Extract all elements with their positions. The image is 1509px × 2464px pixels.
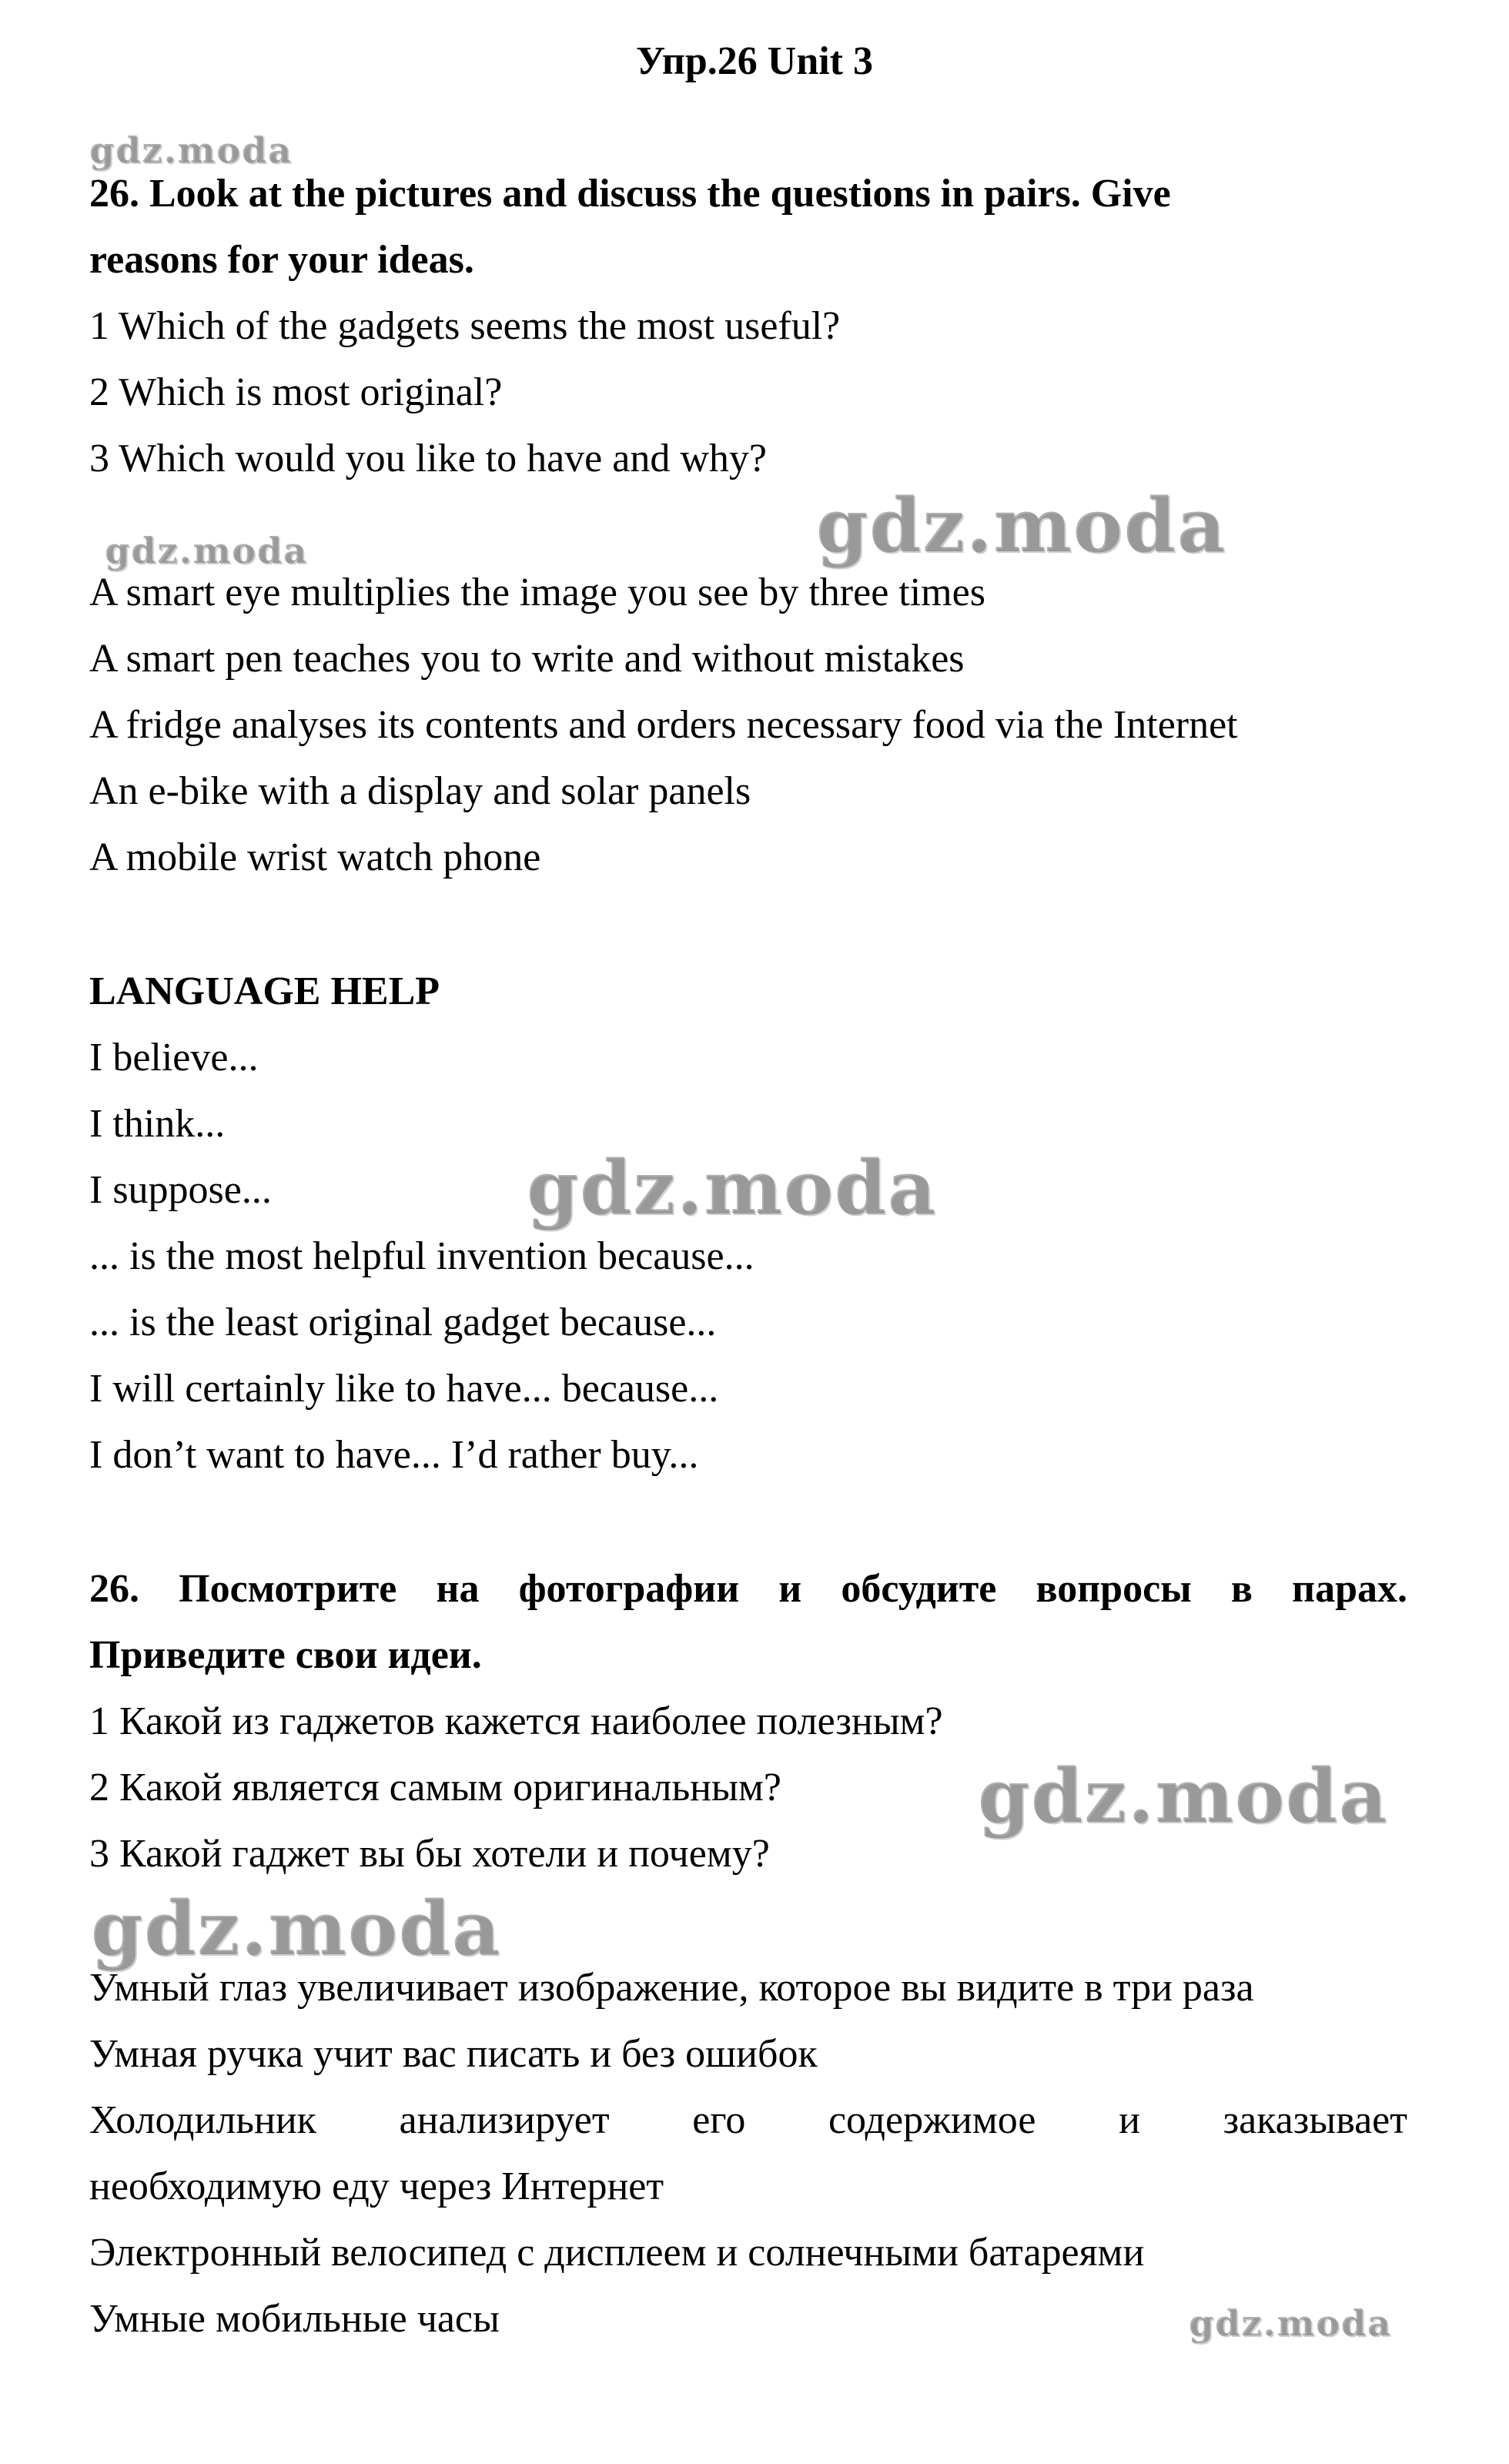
gadget-en-2: A smart pen teaches you to write and without mistakes: [89, 637, 965, 681]
language-help-heading: LANGUAGE HELP: [89, 969, 440, 1013]
watermark: gdz.moda: [527, 1144, 938, 1231]
gadget-en-4: An e-bike with a display and solar panels: [89, 769, 751, 813]
question-en-3: 3 Which would you like to have and why?: [89, 437, 767, 480]
gadget-en-5: A mobile wrist watch phone: [89, 835, 541, 879]
language-help-phrase-1: I believe...: [89, 1036, 259, 1080]
language-help-phrase-5: ... is the least original gadget because...: [89, 1301, 717, 1344]
gadget-ru-5: Умные мобильные часы: [89, 2297, 500, 2341]
question-ru-1: 1 Какой из гаджетов кажется наиболее полезным?: [89, 1699, 943, 1743]
language-help-phrase-2: I think...: [89, 1102, 226, 1146]
question-en-1: 1 Which of the gadgets seems the most useful?: [89, 304, 841, 348]
exercise-heading-ru-line2: Приведите свои идеи.: [89, 1633, 482, 1677]
gadget-ru-4: Электронный велосипед с дисплеем и солнечными батареями: [89, 2231, 1145, 2275]
gadget-ru-3: Холодильник анализирует его содержимое и заказывает: [89, 2098, 1407, 2142]
gadget-en-1: A smart eye multiplies the image you see by three times: [89, 571, 985, 614]
language-help-phrase-4: ... is the most helpful invention because...: [89, 1234, 754, 1278]
language-help-phrase-3: I suppose...: [89, 1168, 272, 1212]
exercise-heading-en-line2: reasons for your ideas.: [89, 238, 474, 282]
language-help-phrase-6: I will certainly like to have... because...: [89, 1367, 719, 1411]
watermark: gdz.moda: [816, 482, 1227, 569]
watermark: gdz.moda: [1189, 2302, 1392, 2344]
gadget-ru-3-continued: необходимую еду через Интернет: [89, 2164, 664, 2208]
question-ru-2: 2 Какой является самым оригинальным?: [89, 1766, 781, 1810]
watermark: gdz.moda: [978, 1753, 1389, 1840]
watermark: gdz.moda: [89, 129, 293, 171]
gadget-ru-1: Умный глаз увеличивает изображение, которое вы видите в три раза: [89, 1966, 1254, 2010]
question-en-2: 2 Which is most original?: [89, 370, 503, 414]
exercise-heading-ru-line1: 26. Посмотрите на фотографии и обсудите вопросы в парах.: [89, 1567, 1407, 1611]
watermark: gdz.moda: [91, 1885, 502, 1972]
watermark: gdz.moda: [105, 530, 308, 571]
gadget-ru-2: Умная ручка учит вас писать и без ошибок: [89, 2032, 818, 2076]
language-help-phrase-7: I don’t want to have... I’d rather buy...: [89, 1433, 699, 1477]
question-ru-3: 3 Какой гаджет вы бы хотели и почему?: [89, 1832, 770, 1876]
gadget-en-3: A fridge analyses its contents and orders necessary food via the Internet: [89, 703, 1238, 747]
page-title: Упр.26 Unit 3: [635, 39, 873, 83]
exercise-heading-en-line1: 26. Look at the pictures and discuss the questions in pairs. Give: [89, 172, 1171, 216]
